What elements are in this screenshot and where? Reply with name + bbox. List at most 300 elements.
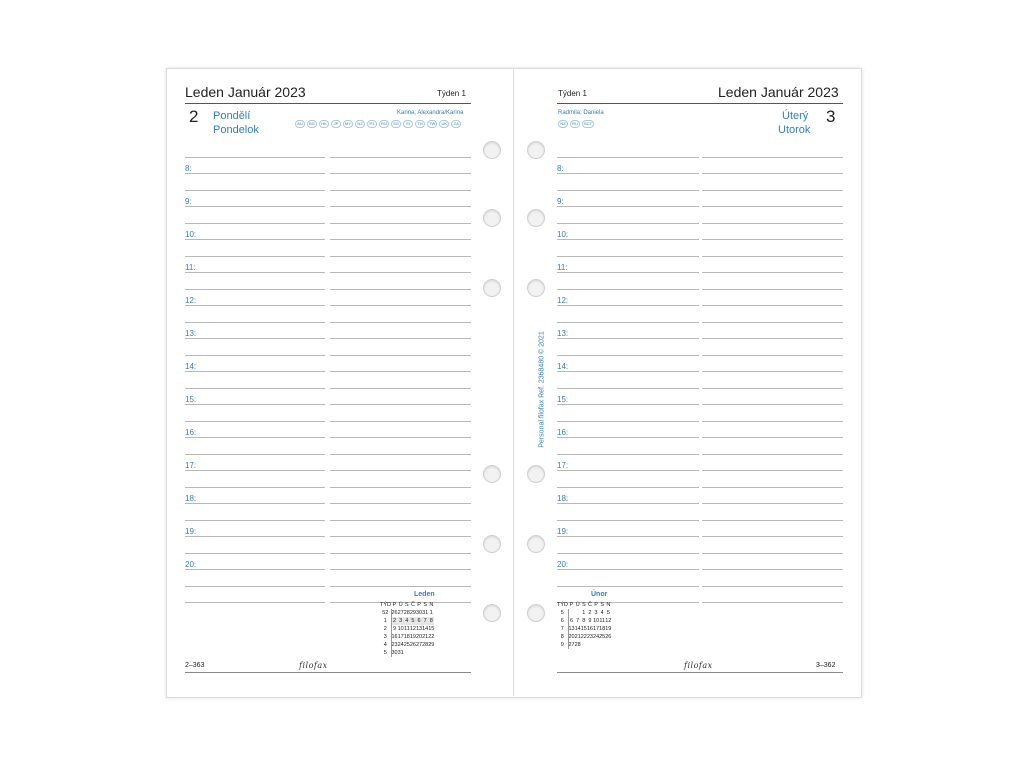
mini-calendar-week	[380, 633, 434, 641]
day-cell: 6	[417, 618, 421, 624]
writing-line	[330, 322, 471, 323]
week-number: 6	[557, 617, 568, 625]
writing-line	[702, 553, 843, 554]
mini-calendar-header	[557, 601, 611, 609]
writing-line	[702, 503, 843, 504]
day-cell: 2	[588, 610, 592, 616]
writing-line	[702, 256, 843, 257]
day-cell: 13	[416, 626, 423, 632]
writing-line	[330, 586, 471, 587]
hour-label: 20:	[185, 560, 197, 569]
day-cell: 4	[405, 618, 409, 624]
writing-line	[557, 305, 699, 306]
writing-line	[702, 322, 843, 323]
writing-line	[557, 256, 699, 257]
day-cell: 19	[409, 634, 416, 640]
day-cell: 1	[429, 610, 433, 616]
writing-line	[185, 454, 325, 455]
hour-label: 17:	[185, 461, 197, 470]
mini-calendar-week	[380, 649, 434, 657]
day-cell: 24	[593, 634, 600, 640]
day-cell: 10	[593, 618, 600, 624]
header-rule	[557, 103, 843, 104]
writing-line	[330, 454, 471, 455]
writing-line	[557, 470, 699, 471]
writing-line	[185, 404, 325, 405]
mini-calendar-week	[557, 625, 611, 633]
writing-line	[557, 206, 699, 207]
holiday-country-codes	[558, 120, 594, 128]
hour-label: 16:	[185, 428, 197, 437]
day-name-cz: Úterý	[782, 110, 809, 122]
mini-calendar-week	[557, 641, 611, 649]
page-number: 2–363	[185, 662, 205, 669]
mini-calendar-week	[380, 617, 434, 625]
writing-line	[330, 437, 471, 438]
hour-label: 13:	[557, 329, 569, 338]
weekday-header: Č	[587, 602, 592, 608]
week-number: 9	[557, 641, 568, 649]
hour-label: 10:	[185, 230, 197, 239]
writing-line	[185, 569, 325, 570]
week-number: 8	[557, 633, 568, 641]
writing-line	[702, 421, 843, 422]
weekday-header: P	[569, 602, 574, 608]
writing-line	[702, 157, 843, 158]
day-cell: 23	[586, 634, 593, 640]
day-cell: 23	[391, 642, 398, 648]
country-code-badge: SG	[391, 120, 401, 128]
writing-line	[185, 190, 325, 191]
hour-label: 18:	[185, 494, 197, 503]
writing-line	[702, 536, 843, 537]
ring-hole	[483, 535, 501, 553]
writing-line	[557, 536, 699, 537]
ring-hole	[483, 604, 501, 622]
writing-line	[702, 355, 843, 356]
writing-line	[330, 190, 471, 191]
writing-line	[557, 289, 699, 290]
day-cell: 11	[403, 626, 410, 632]
hour-label: 11:	[185, 263, 196, 272]
day-cell: 28	[422, 642, 429, 648]
country-code-badge: SI	[403, 120, 413, 128]
writing-line	[702, 338, 843, 339]
nameday-text: Radmila; Daniela	[558, 110, 604, 116]
writing-line	[557, 520, 699, 521]
day-cell: 9	[393, 626, 397, 632]
writing-line	[185, 553, 325, 554]
day-cell: 1	[582, 610, 586, 616]
hour-label: 17:	[557, 461, 569, 470]
country-code-badge: HK	[319, 120, 329, 128]
writing-line	[330, 404, 471, 405]
ring-hole	[527, 279, 545, 297]
week-number: 1	[380, 617, 391, 625]
day-cell: 18	[599, 626, 606, 632]
writing-line	[702, 239, 843, 240]
day-cell: 18	[403, 634, 410, 640]
day-cell: 22	[580, 634, 587, 640]
writing-line	[557, 173, 699, 174]
country-code-badge: BG	[307, 120, 317, 128]
day-cell: 19	[605, 626, 612, 632]
day-cell: 11	[599, 618, 606, 624]
writing-line	[185, 173, 325, 174]
day-cell: 3	[399, 618, 403, 624]
day-cell: 14	[422, 626, 429, 632]
country-code-badge: NZ	[355, 120, 365, 128]
writing-line	[702, 206, 843, 207]
writing-line	[557, 239, 699, 240]
weekday-header: N	[429, 602, 434, 608]
hour-label: 12:	[185, 296, 197, 305]
weekday-header: P	[417, 602, 421, 608]
day-cell: 15	[580, 626, 587, 632]
day-cell: 3	[594, 610, 598, 616]
hour-label: 15:	[185, 395, 197, 404]
writing-line	[185, 239, 325, 240]
writing-line	[330, 289, 471, 290]
mini-calendar-week	[557, 609, 611, 617]
hour-label: 9:	[185, 197, 192, 206]
day-cell: 28	[403, 610, 410, 616]
writing-line	[330, 305, 471, 306]
writing-line	[702, 586, 843, 587]
writing-line	[185, 206, 325, 207]
nameday-text: Karina; Alexandra/Karina	[397, 110, 464, 116]
left-page	[167, 69, 513, 696]
writing-line	[702, 173, 843, 174]
hour-label: 15:	[557, 395, 569, 404]
writing-line	[330, 223, 471, 224]
month-title: Leden Január 2023	[718, 84, 839, 100]
weekday-header: Ú	[398, 602, 403, 608]
writing-line	[557, 272, 699, 273]
writing-line	[330, 536, 471, 537]
hour-label: 19:	[185, 527, 197, 536]
writing-line	[702, 404, 843, 405]
day-cell: 21	[574, 634, 581, 640]
week-number: 5	[557, 609, 568, 617]
day-cell: 13	[568, 626, 575, 632]
footer-rule	[185, 672, 471, 673]
spine-info	[532, 310, 548, 480]
mini-calendar-header	[380, 601, 434, 609]
ring-hole	[483, 279, 501, 297]
hour-label: 8:	[557, 164, 564, 173]
hour-label: 9:	[557, 197, 564, 206]
day-cell: 22	[428, 634, 435, 640]
day-cell: 16	[391, 634, 398, 640]
month-title: Leden Január 2023	[185, 84, 306, 100]
day-cell: 7	[576, 618, 580, 624]
ring-hole	[527, 141, 545, 159]
hour-label: 8:	[185, 164, 192, 173]
ring-hole	[483, 209, 501, 227]
writing-line	[185, 223, 325, 224]
writing-line	[185, 371, 325, 372]
week-label: Týden 1	[437, 89, 466, 98]
hour-label: 12:	[557, 296, 569, 305]
ring-hole	[483, 141, 501, 159]
day-cell: 6	[570, 618, 574, 624]
writing-line	[185, 602, 325, 603]
footer-rule	[557, 672, 843, 673]
writing-line	[702, 569, 843, 570]
hour-label: 18:	[557, 494, 569, 503]
writing-line	[185, 503, 325, 504]
weekday-header: Č	[410, 602, 415, 608]
writing-line	[330, 487, 471, 488]
day-cell	[428, 649, 434, 657]
country-code-badge: RU	[379, 120, 389, 128]
writing-line	[702, 520, 843, 521]
country-code-badge: ZA	[451, 120, 461, 128]
country-code-badge: P3	[367, 120, 377, 128]
ring-hole	[527, 209, 545, 227]
day-cell: 31	[397, 650, 404, 656]
day-cell: 4	[600, 610, 604, 616]
writing-line	[557, 586, 699, 587]
week-number: 2	[380, 625, 391, 633]
mini-calendar-title: Únor	[591, 591, 608, 598]
spine-text: Personal filofax Ref. 2368480 © 2021	[538, 331, 546, 448]
country-code-badge: TH	[415, 120, 425, 128]
writing-line	[185, 305, 325, 306]
day-cell: 5	[411, 618, 415, 624]
writing-line	[185, 338, 325, 339]
hour-label: 19:	[557, 527, 569, 536]
mini-calendar-week	[380, 625, 434, 633]
day-cell: 9	[588, 618, 592, 624]
page-number: 3–362	[816, 662, 836, 669]
writing-line	[185, 586, 325, 587]
writing-line	[702, 437, 843, 438]
ring-hole	[527, 535, 545, 553]
writing-line	[557, 569, 699, 570]
day-cell: 29	[428, 642, 435, 648]
writing-line	[557, 322, 699, 323]
weekday-header: P	[594, 602, 598, 608]
writing-line	[330, 421, 471, 422]
writing-line	[702, 305, 843, 306]
writing-line	[185, 487, 325, 488]
weekday-header: P	[392, 602, 397, 608]
country-code-badge: JP	[331, 120, 341, 128]
writing-line	[330, 206, 471, 207]
weekday-header: Ú	[575, 602, 580, 608]
day-cell: 8	[429, 618, 433, 624]
writing-line	[330, 520, 471, 521]
day-cell: 7	[423, 618, 427, 624]
writing-line	[185, 256, 325, 257]
weekday-header: TÝD	[380, 602, 391, 608]
day-cell: 26	[605, 634, 612, 640]
writing-line	[702, 454, 843, 455]
week-number: 5	[380, 649, 391, 657]
week-number: 52	[380, 609, 391, 617]
writing-line	[330, 553, 471, 554]
day-cell: 29	[409, 610, 416, 616]
header-rule	[185, 103, 471, 104]
writing-line	[702, 388, 843, 389]
hour-label: 16:	[557, 428, 569, 437]
writing-line	[330, 503, 471, 504]
weekday-header: N	[606, 602, 611, 608]
holiday-country-codes	[295, 120, 461, 128]
hour-label: 20:	[557, 560, 569, 569]
weekday-header: S	[581, 602, 586, 608]
brand-logo: filofax	[299, 661, 328, 670]
writing-line	[330, 338, 471, 339]
day-cell: 20	[416, 634, 423, 640]
day-cell: 26	[409, 642, 416, 648]
writing-line	[702, 223, 843, 224]
weekday-header: S	[600, 602, 605, 608]
writing-line	[185, 388, 325, 389]
day-cell: 17	[397, 634, 404, 640]
writing-line	[330, 239, 471, 240]
day-cell: 21	[422, 634, 429, 640]
week-number: 3	[380, 633, 391, 641]
day-cell: 30	[391, 650, 398, 656]
writing-line	[557, 404, 699, 405]
writing-line	[557, 503, 699, 504]
writing-line	[185, 157, 325, 158]
day-number: 2	[189, 107, 199, 126]
writing-line	[557, 371, 699, 372]
day-cell: 5	[606, 610, 610, 616]
writing-line	[557, 388, 699, 389]
country-code-badge: RU	[570, 120, 580, 128]
country-code-badge: UK	[439, 120, 449, 128]
writing-line	[702, 487, 843, 488]
writing-line	[557, 437, 699, 438]
day-cell: 25	[403, 642, 410, 648]
country-code-badge: SCT	[584, 121, 592, 126]
day-cell: 30	[416, 610, 423, 616]
writing-line	[557, 338, 699, 339]
day-cell: 26	[391, 610, 398, 616]
day-cell	[605, 641, 611, 649]
day-cell: 24	[397, 642, 404, 648]
hour-label: 10:	[557, 230, 569, 239]
writing-line	[330, 371, 471, 372]
writing-line	[185, 520, 325, 521]
writing-line	[330, 157, 471, 158]
week-number: 4	[380, 641, 391, 649]
hour-label: 13:	[185, 329, 197, 338]
writing-line	[185, 289, 325, 290]
writing-line	[702, 371, 843, 372]
day-cell: 8	[582, 618, 586, 624]
mini-calendar-week	[380, 641, 434, 649]
mini-calendar-table	[380, 601, 434, 657]
day-cell: 27	[416, 642, 423, 648]
hour-label: 14:	[557, 362, 569, 371]
writing-line	[557, 421, 699, 422]
day-cell: 2	[391, 617, 398, 625]
writing-line	[557, 454, 699, 455]
writing-line	[557, 157, 699, 158]
mini-calendar-week	[557, 633, 611, 641]
mini-calendar-table	[557, 601, 611, 649]
writing-line	[185, 322, 325, 323]
country-code-badge: MY	[345, 121, 351, 126]
weekday-header: TÝD	[557, 602, 568, 608]
writing-line	[702, 470, 843, 471]
writing-line	[702, 190, 843, 191]
hour-label: 11:	[557, 263, 568, 272]
day-cell: 16	[586, 626, 593, 632]
day-cell: 12	[605, 618, 612, 624]
writing-line	[557, 487, 699, 488]
day-cell: 27	[568, 642, 575, 648]
ring-hole	[483, 465, 501, 483]
day-cell: 14	[574, 626, 581, 632]
writing-line	[330, 388, 471, 389]
writing-line	[330, 173, 471, 174]
writing-line	[330, 256, 471, 257]
day-name-sk: Pondelok	[213, 124, 259, 136]
week-label: Týden 1	[558, 89, 587, 98]
week-number: 7	[557, 625, 568, 633]
writing-line	[702, 272, 843, 273]
day-cell: 25	[599, 634, 606, 640]
writing-line	[330, 272, 471, 273]
mini-calendar-title: Leden	[414, 591, 435, 598]
day-cell: 12	[409, 626, 416, 632]
writing-line	[185, 470, 325, 471]
writing-line	[702, 602, 843, 603]
country-code-badge: TW	[429, 121, 436, 126]
writing-line	[557, 355, 699, 356]
day-cell: 27	[397, 610, 404, 616]
writing-line	[185, 536, 325, 537]
country-code-badge: AU	[295, 120, 305, 128]
hour-label: 14:	[185, 362, 197, 371]
brand-logo: filofax	[684, 661, 713, 670]
day-number: 3	[826, 107, 836, 126]
weekday-header: S	[423, 602, 428, 608]
writing-line	[330, 569, 471, 570]
writing-line	[702, 289, 843, 290]
day-cell: 15	[428, 626, 435, 632]
writing-line	[185, 421, 325, 422]
mini-calendar-week	[557, 617, 611, 625]
day-cell	[568, 609, 575, 617]
weekday-header: S	[404, 602, 409, 608]
writing-line	[185, 272, 325, 273]
right-page	[514, 69, 860, 696]
writing-line	[185, 355, 325, 356]
writing-line	[330, 355, 471, 356]
day-cell: 17	[593, 626, 600, 632]
ring-hole	[527, 604, 545, 622]
country-code-badge: NZ	[558, 120, 568, 128]
mini-calendar-week	[380, 609, 434, 617]
day-cell: 28	[574, 642, 581, 648]
day-name-cz: Pondělí	[213, 110, 251, 122]
writing-line	[330, 470, 471, 471]
day-cell: 10	[397, 626, 404, 632]
writing-line	[557, 553, 699, 554]
day-cell: 20	[568, 634, 575, 640]
day-cell: 31	[422, 610, 429, 616]
writing-line	[557, 190, 699, 191]
day-name-sk: Utorok	[778, 124, 811, 136]
